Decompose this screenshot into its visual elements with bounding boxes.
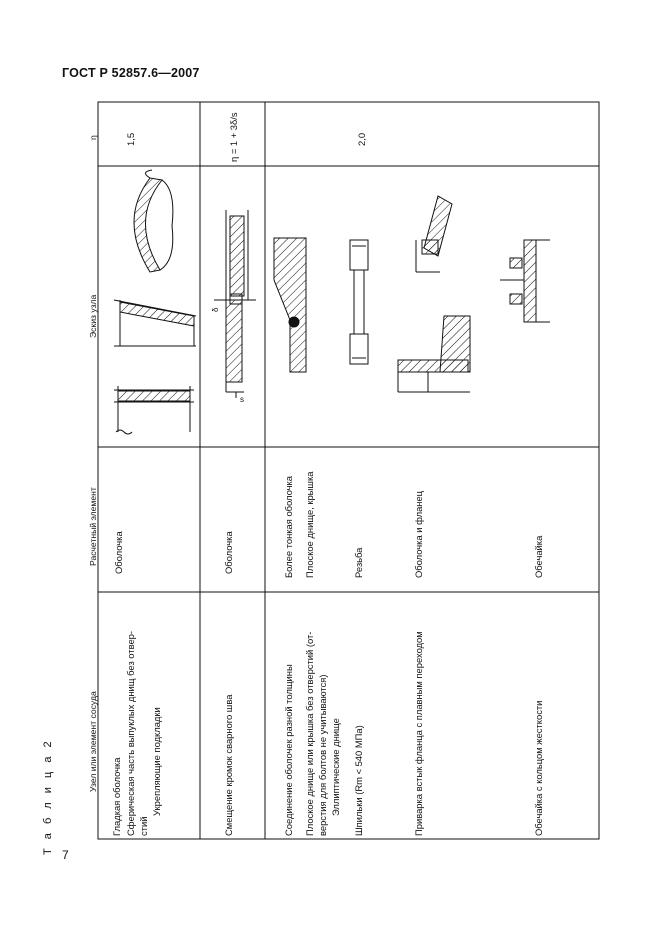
row4-unit-line1: Плоское днище или крышка без отверстий (от- [304,631,315,836]
sketch-flange-weld [398,196,470,392]
row1-unit-line4: Укрепляющие подкладки [151,707,162,816]
row1-unit-line1: Гладкая оболочка [111,757,122,836]
header-unit: Узел или элемент сосуда [88,691,98,792]
row5-unit: Шпильки (Rm < 540 МПа) [353,725,364,836]
document-id: ГОСТ Р 52857.6—2007 [62,66,200,80]
row3-eta: 2,0 [356,132,367,146]
row6-element: Оболочка и фланец [413,490,424,578]
page-number: 7 [62,848,69,862]
sketch-reinforcing-pad [114,300,196,346]
row7-element: Обечайка [533,535,544,578]
sketch-spherical-head [134,170,173,272]
sketch-smooth-shell [114,386,194,434]
row1-unit-line3: стий [138,816,149,836]
row4-unit-line3: Эллиптические днище [330,718,341,816]
table-caption: Т а б л и ц а 2 [42,738,54,855]
row6-unit: Приварка встык фланца с плавным переходом [413,631,424,836]
row2-element: Оболочка [223,531,234,574]
header-eta: η [88,135,98,140]
row2-unit: Смещение кромок сварного шва [223,694,234,836]
sketch-thickness-transition [274,238,306,372]
row5-element: Резьба [353,547,364,578]
header-sketch: Эскиз узла [88,294,98,338]
row3-unit: Соединение оболочек разной толщины [283,664,294,836]
row1-element: Оболочка [113,531,124,574]
sketch-weld-offset [214,210,256,398]
sketch-stud [350,240,368,364]
row1-unit-line2: Сферическая часть выпуклых днищ без отвер- [125,631,136,836]
row3-element: Более тонкая оболочка [283,475,294,578]
s-label: s [240,395,244,404]
row1-eta: 1,5 [125,132,136,146]
row4-element: Плоское днище, крышка [304,471,315,578]
row7-unit: Обечайка с кольцом жесткости [533,700,544,836]
row4-unit-line2: верстия для болтов не учитываются) [317,674,328,836]
delta-label: δ [211,307,220,312]
sketch-stiffening-ring [500,240,550,322]
row2-eta: η = 1 + 3δ/s [228,112,239,162]
header-element: Расчетный элемент [88,487,98,566]
